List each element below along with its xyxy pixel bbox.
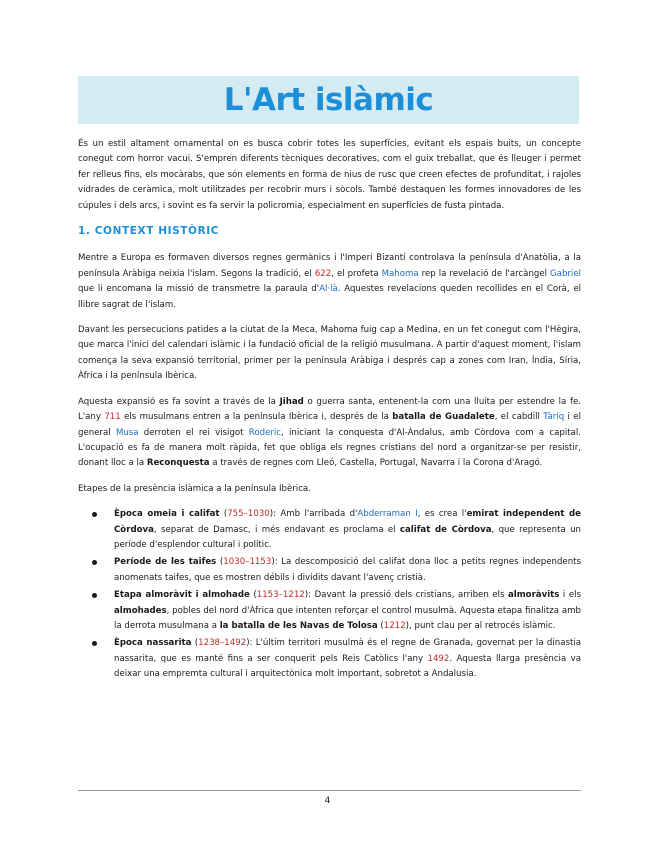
text-span: : Davant la pressió dels cristians, arriben els — [308, 590, 508, 601]
year-622: 622 — [314, 268, 332, 279]
text-span: : Amb l'arribada d' — [273, 509, 358, 520]
year-1212: 1212 — [383, 620, 406, 631]
term-califat: califat de Còrdova — [399, 524, 492, 535]
period-dates: 755–1030 — [227, 509, 270, 520]
text-span: els musulmans entren a la península Ibèrica i, després de la — [120, 412, 393, 423]
bullet-icon — [92, 512, 97, 517]
text-span: i el general — [78, 412, 581, 438]
context-paragraph-2: Davant les persecucions patides a la ciutat de la Meca, Mahoma fuig cap a Medina, en un fet conegut com l'Hègira, que marca l'inici del calendari islàmic i la fundació oficial de la religió musulmana. A partir d'aquest moment, l'islam comença la seva expansió territorial, primer per la península Aràbiga i després cap a zones com Iran, Índia, Síria, Àfrica i la península Ibèrica. — [78, 325, 581, 382]
text-span: a través de regnes com Lleó, Castella, Portugal, Navarra i la Corona d'Aragó. — [209, 458, 543, 469]
period-dates: 1153–1212 — [256, 590, 305, 601]
periods-list — [78, 507, 581, 682]
text-span: : La descomposició del califat dona lloc a petits regnes independents anomenats taifes, que es mostren débils i dividits davant l'avenç cristià. — [114, 557, 581, 583]
list-item: Època nassarita (1238–1492): L'últim territori musulmà és el regne de Granada, governat per la dinastia nassarita, que es manté fins a ser conquerit pels Reis Catòlics l'any 1492. Aquesta llarga presència va deixar una empremta cultural i arquitectònica molt important, sobretot a Andalusia. — [114, 636, 581, 682]
bullet-icon — [92, 641, 97, 646]
text-span: , el profeta — [331, 268, 382, 279]
period-name: Època omeia i califat — [114, 509, 220, 520]
year-1492: 1492 — [427, 653, 450, 664]
page-title: L'Art islàmic — [223, 82, 434, 118]
text-span: . Aquestes revelacions queden recollides en el Corà, el llibre sagrat de l'islam. — [78, 284, 582, 310]
term-almoravits: almoràvits — [507, 590, 560, 601]
text-span: o guerra santa, entenent-la com una lluita per estendre la fe. L'any — [78, 396, 581, 423]
bullet-icon — [92, 593, 97, 598]
name-gabriel: Gabriel — [550, 268, 581, 279]
footer-divider — [78, 790, 581, 791]
text-span: rep la revelació de l'arcàngel — [418, 268, 551, 279]
intro-paragraph: És un estil altament ornamental on es busca cobrir totes les superfícies, evitant els espais buits, un concepte conegut com horror vacui. S'empren diferents tècniques decoratives, com el guix treballat, que és lleuger i permet fer relleus fins, els mocàrabs, que són elements en forma de nius de rusc que creen efectes de profunditat, i rajoles vidrades de ceràmica, molt utilitzades per recobrir murs i sòcols. També destaquen les formes innovadores de les cúpules i dels arcs, i sovint es fa servir la policromia, especialment en superfícies de fusta pintada. — [78, 139, 581, 211]
context-paragraph-1 — [78, 251, 581, 313]
text-span: , el cabdill — [494, 412, 544, 423]
period-dates: 1238–1492 — [198, 638, 247, 649]
list-item: Època omeia i califat (755–1030): Amb l'arribada d'Abderraman I, es crea l'emirat independent de Còrdova, separat de Damasc, i més endavant es proclama el califat de Còrdova, que representa un període d'esplendor cultural i polític. — [114, 507, 581, 553]
text-span: : L'últim territori musulmà és el regne de Granada, governat per la dinastia nassarita, que es manté fins a ser conquerit pels Reis Catòlics l'any — [114, 638, 581, 664]
text-span: , es crea l' — [417, 509, 467, 520]
text-span: derroten el rei visigot — [138, 427, 249, 438]
term-jihad: Jihad — [279, 396, 304, 407]
document-body — [78, 137, 581, 685]
text-span: Mentre a Europa es formaven diversos regnes germànics i l'Imperi Bizantí controlava la península d'Anatòlia, a la península Aràbiga neixia l'islam. Segons la tradició, el — [78, 253, 581, 279]
text-span: Aquesta expansió es fa sovint a través de la — [78, 396, 280, 407]
name-roderic: Roderic — [248, 427, 282, 438]
context-paragraph-4: Etapes de la presència islàmica a la península Ibèrica. — [78, 483, 311, 494]
name-mahoma: Mahoma — [381, 268, 419, 279]
bullet-icon — [92, 560, 97, 565]
name-alla: Al·là — [319, 284, 338, 295]
text-span: , iniciant la conquesta d'Al-Àndalus, amb Còrdova com a capital. L'ocupació es fa de manera molt ràpida, fet que obliga els regnes cristians del nord a organitzar-se per resistir, donant lloc a la — [78, 427, 581, 469]
text-span: , que representa un període d'esplendor cultural i polític. — [114, 524, 582, 550]
period-name: Període de les taifes — [114, 557, 217, 568]
text-span: , punt clau per al retrocés islàmic. — [409, 620, 556, 631]
list-item: Període de les taifes (1030–1153): La descomposició del califat dona lloc a petits regnes independents anomenats taifes, que es mostren débils i dividits davant l'avenç cristià. — [114, 555, 581, 586]
section-heading: 1. CONTEXT HISTÒRIC — [78, 225, 220, 238]
text-span: , separat de Damasc, i més endavant es proclama el — [153, 524, 400, 535]
page-number: 4 — [324, 796, 331, 806]
name-musa: Musa — [115, 427, 139, 438]
period-dates: 1030–1153 — [223, 557, 272, 568]
text-span: . Aquesta llarga presència va deixar una empremta cultural i arquitectònica molt important, sobretot a Andalusia. — [114, 653, 581, 680]
title-banner — [78, 76, 579, 124]
term-navas-tolosa: la batalla de les Navas de Tolosa — [219, 620, 378, 631]
text-span: i els — [559, 590, 581, 601]
name-tariq: Tàriq — [543, 412, 565, 423]
term-guadalete: batalla de Guadalete — [392, 412, 495, 423]
list-item: Etapa almoràvit i almohade (1153–1212): Davant la pressió dels cristians, arriben els almoràvits i els almohades, pobles del nord d'Àfrica que intenten reforçar el control musulmà. Aquesta etapa finalitza amb la derrota musulmana a la batalla de les Navas de Tolosa (1212), punt clau per al retrocés islàmic. — [114, 588, 581, 634]
text-span: , pobles del nord d'Àfrica que intenten reforçar el control musulmà. Aquesta etapa finalitza amb la derrota musulmana a — [114, 605, 581, 631]
context-paragraph-3 — [78, 395, 581, 472]
text-span: que li encomana la missió de transmetre la paraula d' — [78, 284, 320, 295]
term-reconquesta: Reconquesta — [146, 458, 210, 469]
period-name: Etapa almoràvit i almohade — [114, 590, 250, 601]
period-name: Època nassarita — [114, 638, 192, 649]
year-711: 711 — [104, 412, 121, 423]
name-abderraman: Abderraman I — [357, 509, 418, 520]
term-almohades: almohades — [114, 605, 167, 616]
term-emirat: emirat independent de Còrdova — [114, 509, 581, 535]
